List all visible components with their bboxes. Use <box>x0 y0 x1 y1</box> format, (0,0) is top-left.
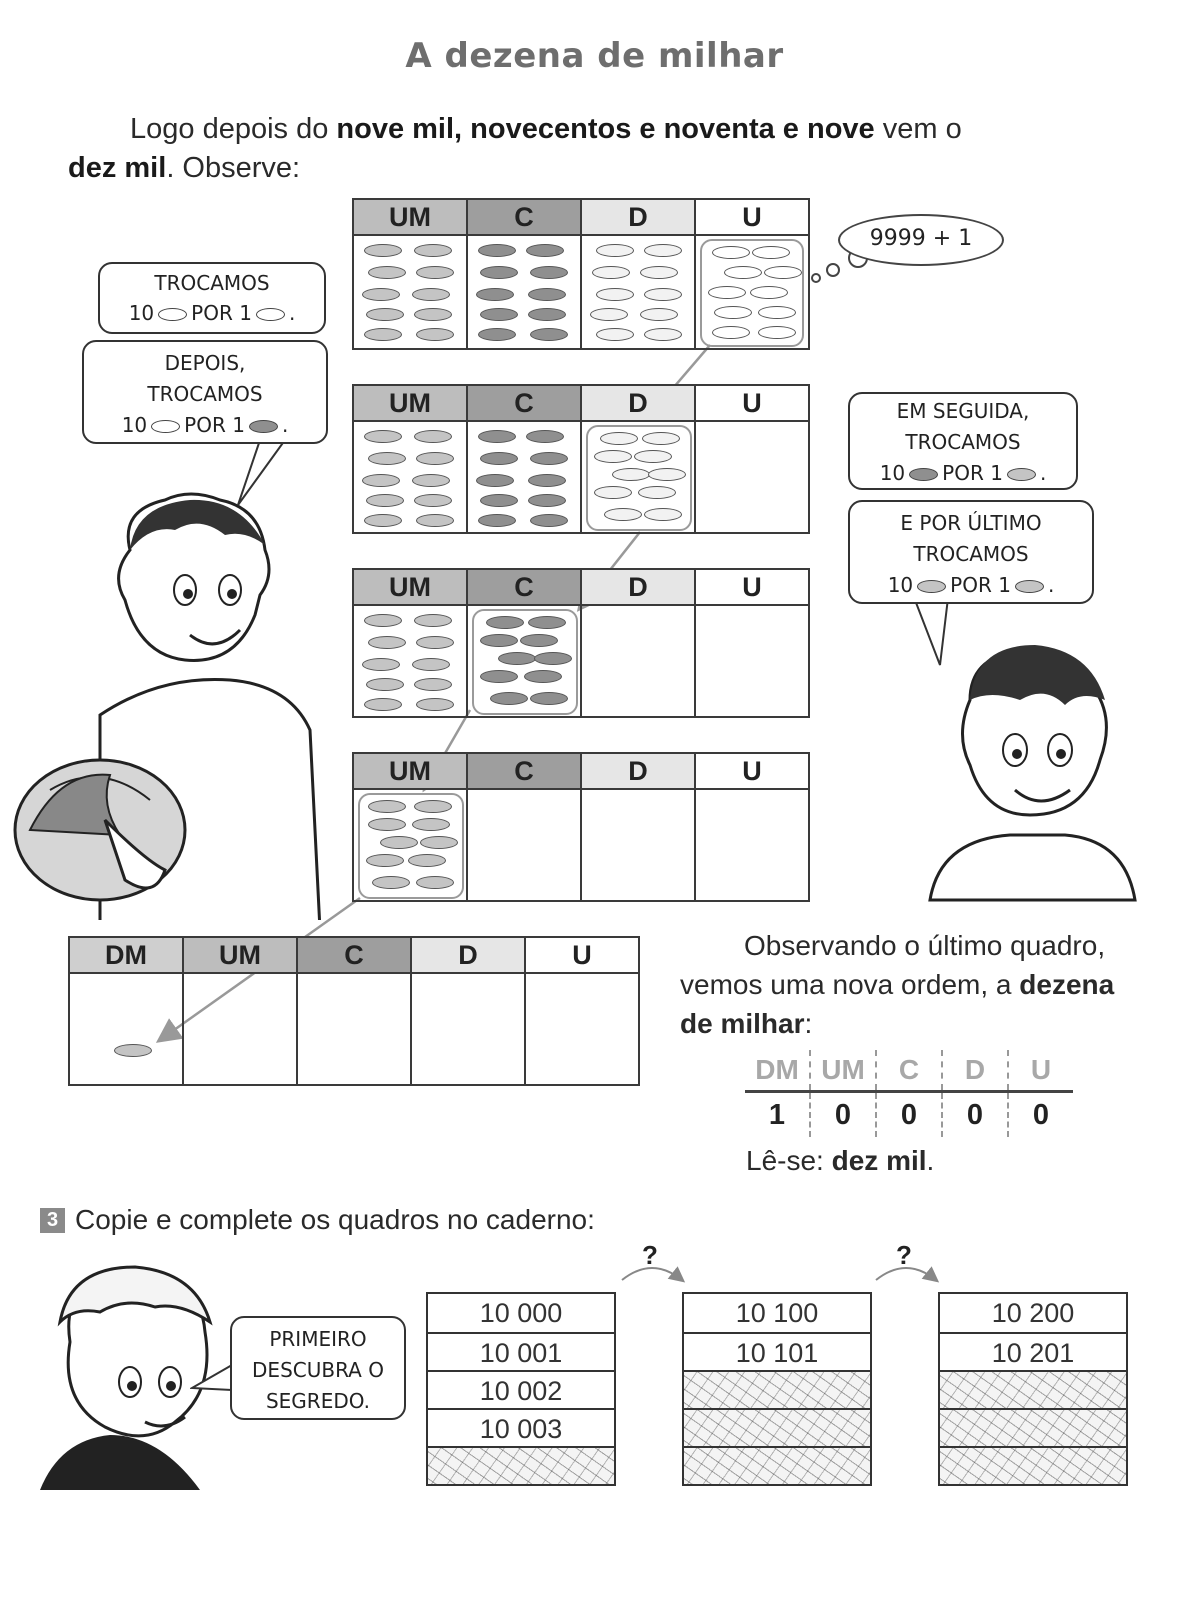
header-d: D <box>411 937 525 973</box>
header-c: C <box>467 569 581 605</box>
cell-u <box>695 235 809 349</box>
bubble-count: 10 <box>128 301 155 325</box>
sequence-cell: 10 201 <box>940 1332 1126 1370</box>
bubble-text: TROCAMOS <box>154 271 270 295</box>
header-um: UM <box>353 569 467 605</box>
speech-bubble-right-2: E POR ÚLTIMO TROCAMOS 10 POR 1 . <box>848 500 1094 604</box>
header-d: D <box>581 753 695 789</box>
unit-coin-icon <box>158 308 187 321</box>
sequence-blank-cell <box>684 1370 870 1408</box>
thousand-coin-icon <box>917 580 946 593</box>
sequence-cell: 10 100 <box>735 1298 819 1328</box>
order-header-c: C <box>876 1050 942 1092</box>
thought-bubble: 9999 + 1 <box>838 214 1004 266</box>
sequence-cell: 10 101 <box>684 1332 870 1370</box>
header-um: UM <box>353 753 467 789</box>
sequence-blank-cell <box>940 1370 1126 1408</box>
ten-thousand-coin-icon <box>1015 580 1044 593</box>
sequence-blank-cell <box>940 1408 1126 1446</box>
sequence-cell: 10 001 <box>428 1332 614 1370</box>
ten-coin-icon <box>256 308 285 321</box>
sequence-blank-cell <box>684 1408 870 1446</box>
place-value-table-final <box>68 936 640 1086</box>
cell-um <box>183 973 297 1085</box>
order-value-c: 0 <box>876 1092 942 1138</box>
sequence-cell: 10 000 <box>479 1298 563 1328</box>
speech-bubble-right-1: EM SEGUIDA, TROCAMOS 10 POR 1 . <box>848 392 1078 490</box>
question-mark-2: ? <box>896 1240 912 1270</box>
sequence-cell: 10 002 <box>428 1370 614 1408</box>
header-c: C <box>297 937 411 973</box>
hint-bubble: PRIMEIRO DESCUBRA O SEGREDO. <box>230 1316 406 1420</box>
cell-um <box>353 789 467 901</box>
sequence-cell: 10 003 <box>428 1408 614 1446</box>
cell-d <box>581 421 695 533</box>
header-d: D <box>581 199 695 235</box>
bubble-por: POR 1 <box>191 301 252 325</box>
header-c: C <box>467 753 581 789</box>
intro-paragraph: Logo depois do nove mil, novecentos e noventa e nove vem o dez mil. Observe: <box>68 113 962 184</box>
header-d: D <box>581 569 695 605</box>
place-value-table-3 <box>352 568 810 718</box>
order-value-u: 0 <box>1008 1092 1073 1138</box>
cell-c <box>467 421 581 533</box>
speech-bubble-left-1: TROCAMOS 10 POR 1 . <box>98 262 326 334</box>
exercise-number-badge: 3 <box>40 1208 65 1233</box>
order-value-d: 0 <box>942 1092 1008 1138</box>
header-c: C <box>467 385 581 421</box>
cell-um <box>353 605 467 717</box>
sequence-blank-cell <box>684 1446 870 1484</box>
order-value-dm: 1 <box>768 1098 786 1131</box>
exercise-3-instruction: 3 Copie e complete os quadros no caderno: <box>40 1204 595 1236</box>
page-title: A dezena de milhar <box>405 36 784 76</box>
order-table <box>745 1050 1073 1137</box>
header-u: U <box>695 385 809 421</box>
cell-c <box>467 789 581 901</box>
sequence-cell: 10 200 <box>991 1298 1075 1328</box>
reading-text: Lê-se: dez mil. <box>746 1145 935 1176</box>
cell-d <box>581 789 695 901</box>
cell-d <box>411 973 525 1085</box>
cell-dm <box>69 973 183 1085</box>
order-header-d: D <box>942 1050 1008 1092</box>
header-um: UM <box>353 385 467 421</box>
cell-u <box>695 789 809 901</box>
sequence-table-2 <box>682 1292 872 1486</box>
order-header-u: U <box>1008 1050 1073 1092</box>
sequence-table-1 <box>426 1292 616 1486</box>
cell-u <box>695 605 809 717</box>
place-value-table-4 <box>352 752 810 902</box>
cell-c <box>467 235 581 349</box>
cell-u <box>525 973 639 1085</box>
cell-c <box>467 605 581 717</box>
hundred-coin-icon <box>909 468 938 481</box>
question-mark-1: ? <box>642 1240 658 1270</box>
order-value-um: 0 <box>810 1092 876 1138</box>
header-u: U <box>695 569 809 605</box>
order-header-dm: DM <box>745 1050 810 1092</box>
hundred-coin-icon <box>249 420 278 433</box>
observation-text: Observando o último quadro, vemos uma nova ordem, a dezena de milhar: <box>680 930 1115 1039</box>
sequence-table-3 <box>938 1292 1128 1486</box>
speech-bubble-left-2: DEPOIS, TROCAMOS 10 POR 1 . <box>82 340 328 444</box>
header-um: UM <box>183 937 297 973</box>
header-d: D <box>581 385 695 421</box>
sequence-blank-cell <box>940 1446 1126 1484</box>
place-value-table-2 <box>352 384 810 534</box>
cell-d <box>581 235 695 349</box>
cell-um <box>353 235 467 349</box>
header-u: U <box>695 199 809 235</box>
place-value-table-1 <box>352 198 810 350</box>
cell-d <box>581 605 695 717</box>
cell-c <box>297 973 411 1085</box>
cell-u <box>695 421 809 533</box>
sequence-blank-cell <box>428 1446 614 1484</box>
order-header-um: UM <box>810 1050 876 1092</box>
header-um: UM <box>353 199 467 235</box>
cell-um <box>353 421 467 533</box>
header-dm: DM <box>69 937 183 973</box>
ten-coin-icon <box>151 420 180 433</box>
header-u: U <box>695 753 809 789</box>
header-c: C <box>467 199 581 235</box>
thousand-coin-icon <box>1007 468 1036 481</box>
header-u: U <box>525 937 639 973</box>
